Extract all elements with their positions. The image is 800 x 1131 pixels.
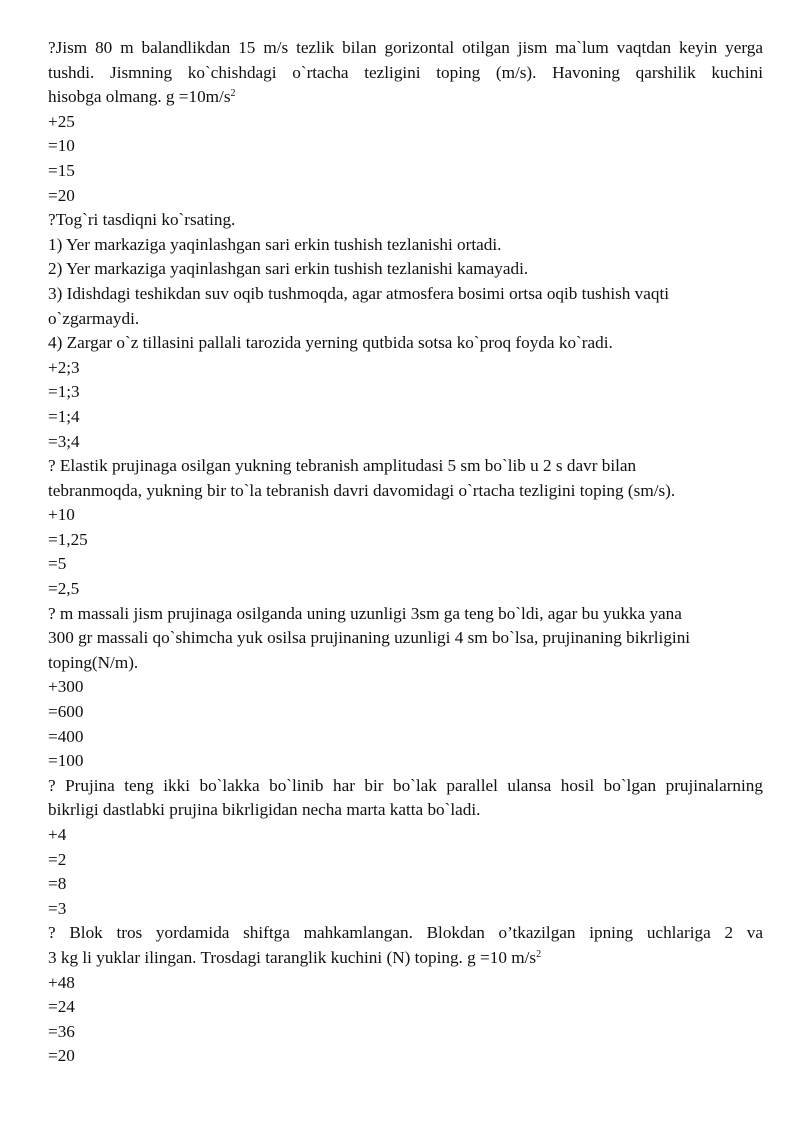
question-text-line [48,85,763,110]
question-text-line: ? m massali jism prujinaga osilganda uning uzunligi 3sm ga teng bo`ldi, agar bu yukka yana [48,603,682,623]
question-text-line: 4) Zargar o`z tillasini pallali tarozida yerning qutbida sotsa ko`proq foyda ko`radi. [48,333,613,353]
answer-option: +4 [48,825,67,844]
question-text-line: toping(N/m). [48,652,139,672]
question-text-line: 300 gr massali qo`shimcha yuk osilsa prujinaning uzunligi 4 sm bo`lsa, prujinaning bikrligini [48,628,691,648]
superscript: 2 [536,948,542,960]
answer-option: =3;4 [48,431,80,451]
answer-option: =24 [48,997,75,1017]
answer-option: =10 [48,136,75,156]
question-text-line: ? Blok tros yordamida shiftga mahkamlangan. Blokdan o’tkazilgan ipning uchlariga 2 va [48,923,763,943]
answer-option: =15 [48,160,75,180]
answer-option: =3 [48,898,67,918]
question-text-line: 2) Yer markaziga yaqinlashgan sari erkin tushish tezlanishi kamayadi. [48,259,529,279]
question-text-line: tushdi. Jismning ko`chishdagi o`rtacha tezligini toping (m/s). Havoning qarshilik kuchini [48,62,763,82]
question-text-line: ?Tog`ri tasdiqni ko`rsating. [48,210,236,230]
answer-option: =1;4 [48,406,80,426]
question-text-line: ? Prujina teng ikki bo`lakka bo`linib har bir bo`lak parallel ulansa hosil bo`lgan prujinalarning [48,775,763,795]
answer-option: =2,5 [48,579,80,599]
question-text-line: tebranmoqda, yukning bir to`la tebranish davri davomidagi o`rtacha tezligini toping (sm/s). [48,480,676,500]
question-block [48,208,763,454]
answer-option: =20 [48,185,75,205]
question-text-line: 1) Yer markaziga yaqinlashgan sari erkin tushish tezlanishi ortadi. [48,234,502,254]
question-text-line [48,946,763,971]
answer-option: =2 [48,849,67,869]
answer-option: =1,25 [48,529,88,549]
answer-option: =100 [48,751,84,771]
question-text-line: o`zgarmaydi. [48,308,140,328]
answer-option: =20 [48,1046,75,1066]
answer-option: +10 [48,505,75,525]
answer-option: =8 [48,874,67,894]
answer-option: =36 [48,1021,75,1041]
question-text-line: ? Elastik prujinaga osilgan yukning tebranish amplitudasi 5 sm bo`lib u 2 s davr bilan [48,456,637,476]
question-block [48,36,763,208]
question-text-line: ?Jism 80 m balandlikdan 15 m/s tezlik bilan gorizontal otilgan jism ma`lum vaqtdan keyin yerga [48,38,763,57]
question-block [48,921,763,1069]
answer-option: =600 [48,702,84,722]
question-text-line: 3) Idishdagi teshikdan suv oqib tushmoqda, agar atmosfera bosimi ortsa oqib tushish vaqti [48,283,670,303]
answer-option: +300 [48,677,84,697]
question-block [48,454,763,602]
test-content [48,36,763,1069]
answer-option: +2;3 [48,357,80,377]
answer-option: =5 [48,554,67,574]
question-text-tail: 3 kg li yuklar ilingan. Trosdagi taranglik kuchini (N) toping. g =10 m/s [48,947,537,967]
answer-option: +25 [48,111,75,131]
question-text-line: bikrligi dastlabki prujina bikrligidan necha marta katta bo`ladi. [48,800,481,820]
question-block [48,602,763,774]
question-block [48,774,763,922]
answer-option: =1;3 [48,382,80,402]
answer-option: =400 [48,726,84,746]
superscript: 2 [230,88,236,100]
question-text-tail: hisobga olmang. g =10m/s [48,87,231,107]
answer-option: +48 [48,972,75,992]
